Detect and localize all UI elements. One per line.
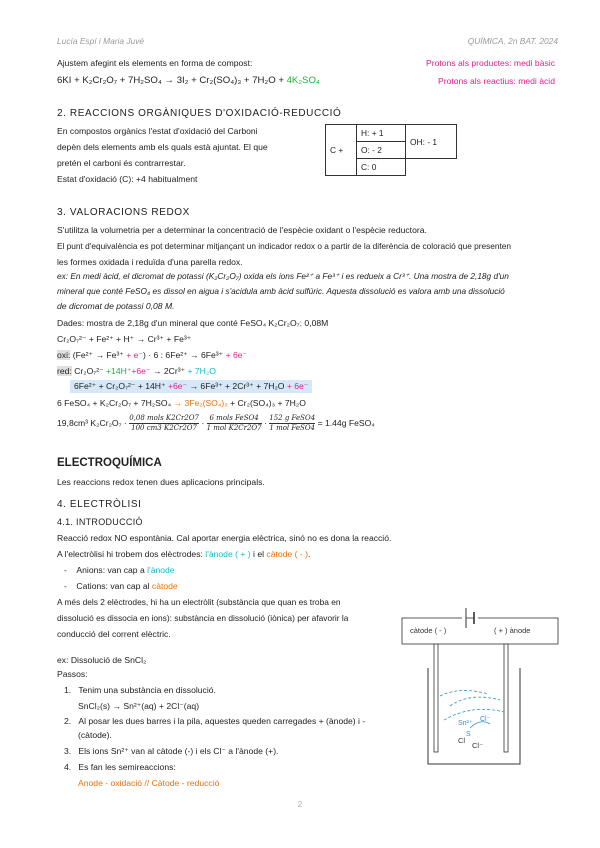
frac2-num: 6 mols FeSO4 — [207, 414, 262, 424]
electro-p4: dissolució es dissocia en ions): substància en dissolució (iònica) per afavorir la — [57, 613, 349, 623]
p2-c: . — [307, 549, 311, 559]
bullet-anions-text: Anions: van cap a — [76, 565, 148, 575]
full-equation — [57, 398, 306, 408]
step-3-text: Els ions Sn²⁺ van al càtode (-) i els Cl⁻ a l'ànode (+). — [78, 746, 279, 756]
cell-oh: OH: - 1 — [406, 125, 457, 159]
ion-flow-3 — [440, 690, 488, 696]
catode-label: càtode ( - ) — [410, 626, 447, 635]
frac3-den: 1 mol FeSO4 — [269, 424, 316, 432]
cl-ion-3: Cl⁻ — [472, 741, 484, 750]
p2-b: i el — [250, 549, 267, 559]
frac1-num: 0,08 mols K2Cr2O7 — [129, 414, 199, 422]
section2-p4: Estat d'oxidació (C): +4 habitualment — [57, 174, 198, 184]
note-reactants: Protons als reactius: medi àcid — [437, 76, 555, 86]
oxidation-half — [57, 350, 247, 361]
fraction-1 — [129, 414, 199, 433]
red-part-d: → 2Cr³⁺ — [150, 366, 188, 376]
cell-h: H: + 1 — [357, 125, 406, 142]
section3-p1: S'utilitza la volumetria per a determinar la concentració de l'espècie oxidant o l'espècie reductora. — [57, 225, 427, 235]
step-3: 3. Els ions Sn²⁺ van al càtode (-) i els Cl⁻ a l'ànode (+). — [64, 746, 279, 756]
oxi-label: oxi: — [57, 350, 71, 360]
bullet-anions-target: l'ànode — [147, 565, 175, 575]
step-4-text: Es fan les semireaccions: — [78, 762, 176, 772]
calc-result: = 1.44g FeSO₄ — [317, 417, 375, 428]
electro-p3: A més dels 2 elèctrodes, hi ha un electròlit (substància que quan es troba en — [57, 597, 341, 607]
electro-title: ELECTROQUÍMICA — [57, 457, 162, 469]
full-part-c: → 3Fe₂(SO₄)₃ — [171, 398, 228, 408]
intro-line: Ajustem afegint els elements en forma de compost: — [57, 58, 253, 68]
page-number: 2 — [297, 800, 303, 809]
p2-a: A l'electròlisi hi trobem dos elèctrodes: — [57, 549, 206, 559]
red-protons: +14H⁺ — [106, 366, 132, 376]
catode-rod — [434, 644, 438, 752]
section4-title: 4. ELECTRÒLISI — [57, 499, 142, 510]
note-products: Protons als productes: medi bàsic — [426, 58, 555, 68]
oxi-part-a: (Fe²⁺ → Fe³⁺ — [70, 350, 127, 360]
p2-anode: l'ànode ( + ) — [205, 549, 251, 559]
fraction-2 — [207, 414, 262, 433]
anode-label: ( + ) ànode — [494, 626, 531, 635]
electro-intro: Les reaccions redox tenen dues aplicacions principals. — [57, 477, 265, 487]
step-4: 4. Es fan les semireaccions: — [64, 762, 176, 772]
cell-c: C + — [326, 125, 357, 176]
passos-label: Passos: — [57, 669, 88, 679]
bullet-cations-text: Cations: van cap al — [76, 581, 152, 591]
p2-catode: càtode ( - ) — [266, 549, 308, 559]
section3-p2: El punt d'equivalència es pot determinar mitjançant un indicador redox o a partir de la diferència de coloració que presenten — [57, 241, 512, 251]
cl-ion-1: Cl⁻ — [480, 716, 491, 723]
example-line3: de dicromat de potassi 0,08 M. — [57, 301, 175, 311]
glob-part-a: 6Fe²⁺ — [74, 381, 97, 391]
section41-title: 4.1. INTRODUCCIÓ — [57, 517, 143, 527]
cell-c0: C: 0 — [357, 159, 406, 176]
intro-equation — [57, 75, 320, 86]
header-authors: Lucía Espí i Maria Juvé — [57, 36, 145, 46]
frac1-den: 100 cm3 K2Cr2O7 — [131, 424, 197, 432]
section2-p1: En compostos orgànics l'estat d'oxidació del Carboni — [57, 126, 258, 136]
frac2-den: 1 mol K2Cr2O7 — [206, 424, 262, 432]
global-equation — [70, 380, 312, 393]
bullet-cations: - Cations: van cap al càtode — [64, 581, 178, 591]
calculation: 19,8cm³ K₂Cr₂O₇ · $\frac{\text{0,08 mols K2Cr2O7}}{100 cm3 K2Cr2O7}$ · $\frac{\text{6 mols FeSO4}}{\text{1 mol K2Cr2O7}}$ · $\frac{\text{152 g FeSO4}}{\text{1 mol FeSO4}}$ = 1.44g FeSO₄ — [57, 414, 375, 432]
s-label: S — [466, 731, 471, 738]
frac3-num: 152 g FeSO4 — [269, 414, 316, 422]
oxidation-state-table — [325, 124, 457, 176]
sn-ion: Sn²⁺ — [458, 720, 473, 727]
example-line1: ex: En medi àcid, el dicromat de potassi (K₂Cr₂O₇) oxida els ions Fe²⁺ a Fe³⁺ i es redueix a Cr³⁺. Una mostra de 2,18g d'un — [57, 271, 509, 281]
full-part-d: + Cr₂(SO₄)₃ + 7H₂O — [227, 398, 306, 408]
oxi-electrons: + 6e⁻ — [225, 350, 248, 360]
red-label: red: — [57, 366, 72, 376]
anode-rod — [504, 644, 508, 752]
electrolysis-diagram — [400, 600, 560, 770]
section3-title: 3. VALORACIONS REDOX — [57, 207, 190, 218]
electro-p5: conducció del corrent elèctric. — [57, 629, 171, 639]
section2-title: 2. REACCIONS ORGÀNIQUES D'OXIDACIÓ-REDUCCIÓ — [57, 108, 342, 119]
glob-part-b: + Cr₂O₇²⁻ + 14H⁺ — [96, 381, 168, 391]
calc-lead: 19,8cm³ K₂Cr₂O₇ · — [57, 417, 127, 428]
bullet-cations-target: càtode — [151, 581, 178, 591]
electro-p1: Reacció redox NO espontània. Cal aportar energia elèctrica, sinó no es dona la reacció. — [57, 533, 392, 543]
red-water: + 7H₂O — [187, 366, 216, 376]
step-1: 1. Tenim una substància en dissolució. — [64, 685, 216, 695]
glob-electrons-left: +6e⁻ — [167, 381, 188, 391]
step-2-cont: (càtode). — [78, 730, 112, 740]
example-line2: mineral que conté FeSO₄ es dissol en aigua i s'acidula amb àcid sulfúric. Aquesta dissolució es valora amb una dissolució — [57, 286, 505, 296]
section3-p3: les formes oxidada i reduïda d'una parella redox. — [57, 257, 243, 267]
step-4-note: Anode - oxidació // Càtode - reducció — [78, 778, 220, 788]
full-part-b: K₂Cr₂O₇ + 7H₂SO₄ — [99, 398, 172, 408]
redox-equation: Cr₂O₇²⁻ + Fe²⁺ + H⁺ → Cr³⁺ + Fe³⁺ — [57, 334, 192, 344]
step-1-text: Tenim una substància en dissolució. — [78, 685, 216, 695]
glob-electrons-right: + 6e⁻ — [286, 381, 309, 391]
intro-eq-green: 4K₂SO₄ — [286, 75, 320, 86]
step-2: 2. Al posar les dues barres i la pila, aquestes queden carregades + (ànode) i - — [64, 716, 366, 726]
bullet-anions: - Anions: van cap a l'ànode — [64, 565, 175, 575]
ion-flow-1 — [450, 697, 500, 706]
full-part-a: 6 FeSO₄ + — [57, 398, 100, 408]
cell-o: O: - 2 — [357, 142, 406, 159]
red-part-a: Cr₂O₇²⁻ — [71, 366, 107, 376]
red-electrons: +6e⁻ — [131, 366, 151, 376]
electro-p2 — [57, 549, 310, 559]
oxi-electron: + e⁻ — [126, 350, 143, 360]
cl-ion-2: Cl — [458, 736, 466, 745]
header-course: QUÍMICA. 2n BAT. 2024 — [467, 36, 558, 46]
dades-line: Dades: mostra de 2,18g d'un mineral que conté FeSO₄ K₂Cr₂O₇: 0,08M — [57, 318, 329, 328]
reduction-half — [57, 366, 216, 377]
section2-p3: pretén el carboni és contrarrestar. — [57, 158, 186, 168]
oxi-part-c: ) · 6 : 6Fe²⁺ → 6Fe³⁺ — [142, 350, 226, 360]
section2-p2: depèn dels elements amb els quals està ajuntat. El que — [57, 142, 268, 152]
fraction-3 — [269, 414, 315, 433]
ion-flow-2 — [444, 709, 504, 720]
intro-eq-main: 6KI + K₂Cr₂O₇ + 7H₂SO₄ → 3I₂ + Cr₂(SO₄)₃ + 7H₂O + — [57, 75, 287, 86]
glob-part-d: → 6Fe³⁺ + 2Cr³⁺ + 7H₂O — [187, 381, 287, 391]
step-2-text: Al posar les dues barres i la pila, aquestes queden carregades + (ànode) i - — [78, 716, 366, 726]
example-sncl2: ex: Dissolució de SnCl₂ — [57, 655, 147, 665]
step-1-equation: SnCl₂(s) → Sn²⁺(aq) + 2Cl⁻(aq) — [78, 701, 200, 711]
